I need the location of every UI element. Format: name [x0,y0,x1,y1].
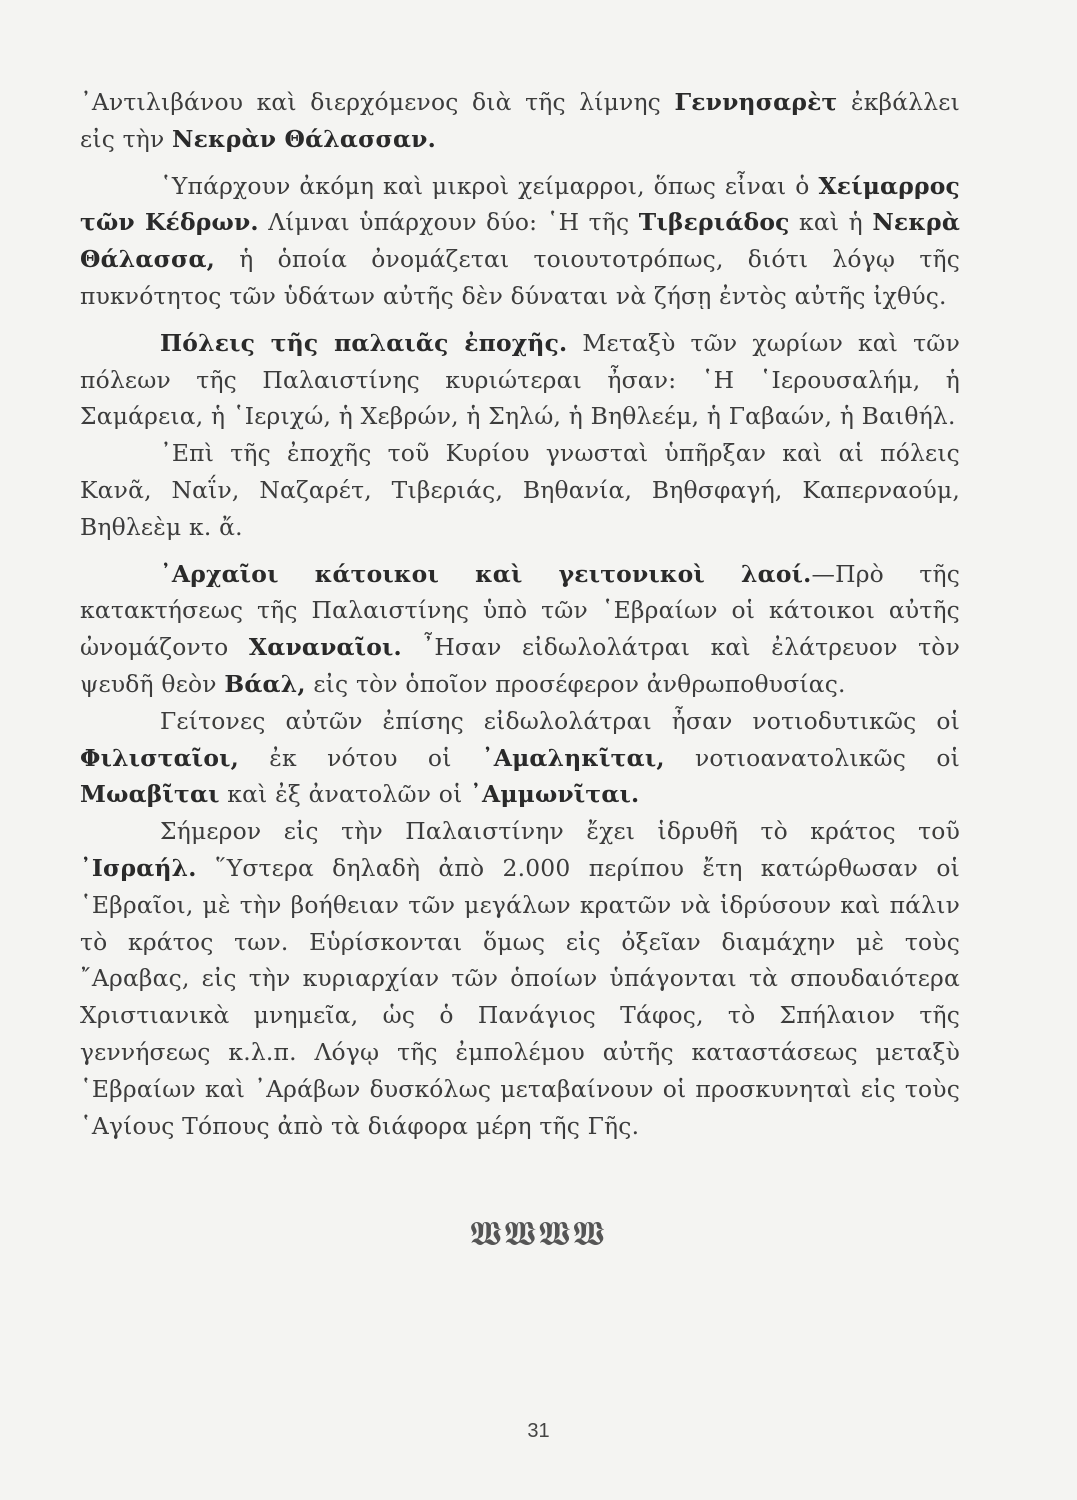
text: εἰς τὸν ὁποῖον προσέφερον ἀνθρωποθυσίας. [305,669,846,698]
bold-term: Νεκρὰ Θάλασσα, [80,208,961,274]
paragraph-2 [80,168,960,315]
bold-term: ᾿Ισραήλ. [80,853,197,882]
text: νοτιοανατολικῶς οἱ [664,743,961,772]
text: ᾿Αντιλιβάνου καὶ διερχόμενος διὰ τῆς λίμνης [80,88,675,116]
text: ῏Ησαν εἰδωλολάτραι καὶ ἐλάτρευον τὸν ψευδῆ θεὸν [80,633,960,698]
text: Σήμερον εἰς τὴν Παλαιστίνην ἔχει ἱδρυθῆ τὸ κράτος τοῦ [160,817,960,846]
paragraph-4 [80,435,960,545]
section-heading: Πόλεις τῆς παλαιᾶς ἐποχῆς. [160,328,568,357]
bold-term: Γεννησαρὲτ [674,88,838,116]
text: —Πρὸ τῆς κατακτήσεως τῆς Παλαιστίνης ὑπὸ τῶν ῾Εβραίων οἱ κάτοικοι αὐτῆς ὠνομάζοντο [80,559,961,662]
text: ᾿Επὶ τῆς ἐποχῆς τοῦ Κυρίου γνωσταὶ ὑπῆρξαν καὶ αἱ πόλεις Κανᾶ, Ναΐν, Ναζαρέτ, Τιβεριάς, Βηθανία, Βηθσφαγή, Καπερναούμ, Βηθλεὲμ κ. ἄ. [80,439,960,541]
text: Γείτονες αὐτῶν ἐπίσης εἰδωλολάτραι ἦσαν νοτιοδυτικῶς οἱ [160,706,960,735]
bold-term: Μωαβῖται [80,780,220,809]
bold-term: ᾿Αμαληκῖται, [481,743,665,772]
text: ῾Υπάρχουν ἀκόμη καὶ μικροὶ χείμαρροι, ὅπως εἶναι ὁ [160,171,819,200]
bold-term: Νεκρὰν Θάλασσαν. [172,124,436,153]
paragraph-3 [80,325,960,435]
text: ἐκβάλλει εἰς τὴν [80,88,960,153]
text: ἡ ὁποία ὀνομάζεται τοιουτοτρόπως, διότι λόγῳ τῆς πυκνότητος τῶν ὑδάτων αὐτῆς δὲν δύναται νὰ ζήσῃ ἐντὸς αὐτῆς ἰχθύς. [80,245,960,310]
text: καὶ ἡ [789,208,873,237]
text: ἐκ νότου οἱ [238,743,482,772]
paragraph-7 [80,813,960,1144]
paragraph-1 [80,84,960,158]
bold-term: Βάαλ, [224,669,306,698]
bold-term: Χαναναῖοι. [248,633,402,662]
bold-term: ᾿Αμμωνῖται. [470,780,640,809]
bold-term: Χείμαρρος τῶν Κέδρων. [80,171,960,237]
bold-term: Φιλισταῖοι, [80,743,239,772]
text: Μεταξὺ τῶν χωρίων καὶ τῶν πόλεων τῆς Παλαιστίνης κυριώτεραι ἦσαν: ῾Η ῾Ιερουσαλήμ, ἡ Σαμάρεια, ἡ ῾Ιεριχώ, ἡ Χεβρών, ἡ Σηλώ, ἡ Βηθλεέμ, ἡ Γαβαών, ἡ Βαιθήλ. [80,328,961,431]
bold-term: Τιβεριάδος [638,208,790,237]
paragraph-6 [80,703,960,813]
text: ῞Υστερα δηλαδὴ ἀπὸ 2.000 περίπου ἔτη κατώρθωσαν οἱ ῾Εβραῖοι, μὲ τὴν βοήθειαν τῶν μεγάλων κρατῶν νὰ ἱδρύσουν καὶ πάλιν τὸ κράτος των. Εὑρίσκονται ὅμως εἰς ὀξεῖαν διαμάχην μὲ τοὺς ῎Αραβας, εἰς τὴν κυριαρχίαν τῶν ὁποίων ὑπάγονται τὰ σπουδαιότερα Χριστιανικὰ μνημεῖα, ὡς ὁ Πανάγιος Τάφος, τὸ Σπήλαιον τῆς γεννήσεως κ.λ.π. Λόγῳ τῆς ἐμπολέμου αὐτῆς καταστάσεως μεταξὺ ῾Εβραίων καὶ ᾿Αράβων δυσκόλως μεταβαίνουν οἱ προσκυνηταὶ εἰς τοὺς ῾Αγίους Τόπους ἀπὸ τὰ διάφορα μέρη τῆς Γῆς. [80,853,960,1140]
section-heading: ᾿Αρχαῖοι κάτοικοι καὶ γειτονικοὶ λαοί. [160,559,812,588]
page-number: 31 [527,1420,550,1442]
text: καὶ ἐξ ἀνατολῶν οἱ [219,780,471,809]
body-text [80,84,960,1144]
ornament-divider: 𝖂𝖂𝖂𝖂 [469,1214,608,1254]
text: Λίμναι ὑπάρχουν δύο: ῾Η τῆς [258,208,639,237]
paragraph-5 [80,556,960,703]
